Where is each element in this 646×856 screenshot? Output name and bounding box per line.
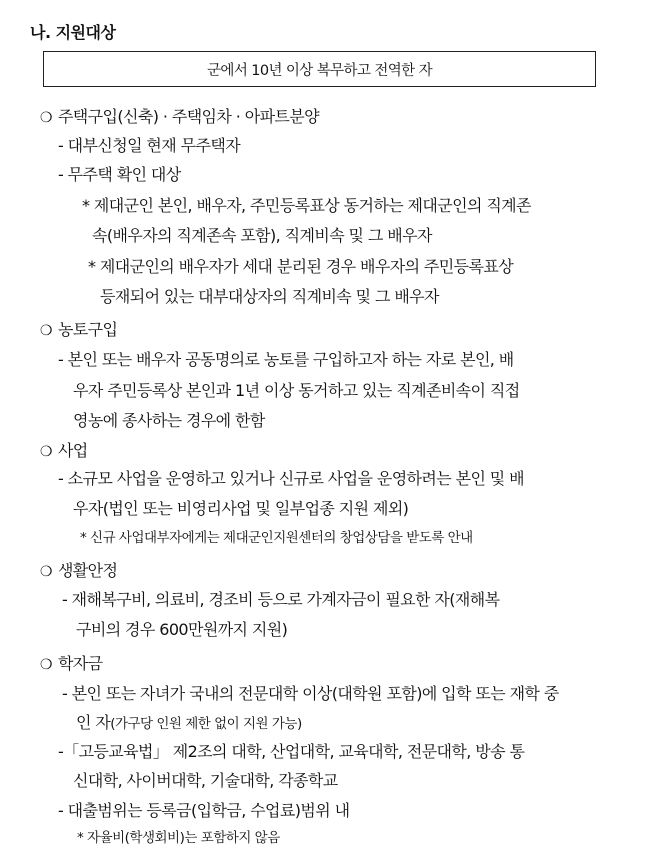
housing-item-1: - 대부신청일 현재 무주택자 bbox=[58, 136, 241, 155]
tuition-item-1b-main: 인 자 bbox=[76, 713, 111, 732]
housing-note-1b: 속(배우자의 직계존속 포함), 직계비속 및 그 배우자 bbox=[92, 226, 432, 245]
housing-note-2a: * 제대군인의 배우자가 세대 분리된 경우 배우자의 주민등록표상 bbox=[88, 257, 514, 276]
farmland-item-1c: 영농에 종사하는 경우에 한함 bbox=[73, 411, 265, 430]
business-item-1a: - 소규모 사업을 운영하고 있거나 신규로 사업을 운영하려는 본인 및 배 bbox=[58, 469, 525, 488]
circle-bullet-icon: ❍ bbox=[40, 657, 52, 673]
tuition-item-2b: 신대학, 사이버대학, 기술대학, 각종학교 bbox=[73, 771, 338, 790]
living-item-1b: 구비의 경우 600만원까지 지원) bbox=[76, 620, 288, 639]
category-housing-label: 주택구입(신축) · 주택임차 · 아파트분양 bbox=[57, 107, 319, 126]
category-tuition bbox=[40, 651, 103, 674]
eligibility-box bbox=[43, 51, 596, 87]
category-business bbox=[40, 438, 88, 461]
business-item-1b: 우자(법인 또는 비영리사업 및 일부업종 지원 제외) bbox=[73, 499, 409, 518]
living-item-1a: - 재해복구비, 의료비, 경조비 등으로 가계자금이 필요한 자(재해복 bbox=[62, 590, 500, 609]
tuition-item-2a: -「고등교육법」 제2조의 대학, 산업대학, 교육대학, 전문대학, 방송 통 bbox=[58, 742, 525, 761]
housing-note-1a: * 제대군인 본인, 배우자, 주민등록표상 동거하는 제대군인의 직계존 bbox=[82, 196, 531, 215]
tuition-item-3: - 대출범위는 등록금(입학금, 수업료)범위 내 bbox=[58, 801, 350, 820]
business-note: * 신규 사업대부자에게는 제대군인지원센터의 창업상담을 받도록 안내 bbox=[80, 530, 473, 546]
circle-bullet-icon: ❍ bbox=[40, 323, 52, 339]
circle-bullet-icon: ❍ bbox=[40, 110, 52, 126]
category-housing bbox=[40, 104, 319, 127]
housing-item-2: - 무주택 확인 대상 bbox=[58, 165, 181, 184]
circle-bullet-icon: ❍ bbox=[40, 444, 52, 460]
farmland-item-1a: - 본인 또는 배우자 공동명의로 농토를 구입하고자 하는 자로 본인, 배 bbox=[58, 350, 514, 369]
circle-bullet-icon: ❍ bbox=[40, 564, 52, 580]
category-living bbox=[40, 558, 117, 581]
tuition-item-1b bbox=[76, 710, 302, 733]
category-farmland bbox=[40, 317, 117, 340]
category-tuition-label: 학자금 bbox=[57, 654, 103, 673]
farmland-item-1b: 우자 주민등록상 본인과 1년 이상 동거하고 있는 직계존비속이 직접 bbox=[73, 381, 520, 400]
category-living-label: 생활안정 bbox=[57, 561, 118, 580]
tuition-note: * 자율비(학생회비)는 포함하지 않음 bbox=[77, 830, 280, 846]
tuition-item-1a: - 본인 또는 자녀가 국내의 전문대학 이상(대학원 포함)에 입학 또는 재학 중 bbox=[62, 684, 559, 703]
housing-note-2b: 등재되어 있는 대부대상자의 직계비속 및 그 배우자 bbox=[100, 287, 439, 306]
section-title: 나. 지원대상 bbox=[30, 23, 116, 42]
category-business-label: 사업 bbox=[57, 441, 88, 460]
tuition-item-1b-note: (가구당 인원 제한 없이 지원 가능) bbox=[110, 716, 302, 732]
eligibility-box-text: 군에서 10년 이상 복무하고 전역한 자 bbox=[207, 62, 432, 79]
category-farmland-label: 농토구입 bbox=[57, 320, 118, 339]
